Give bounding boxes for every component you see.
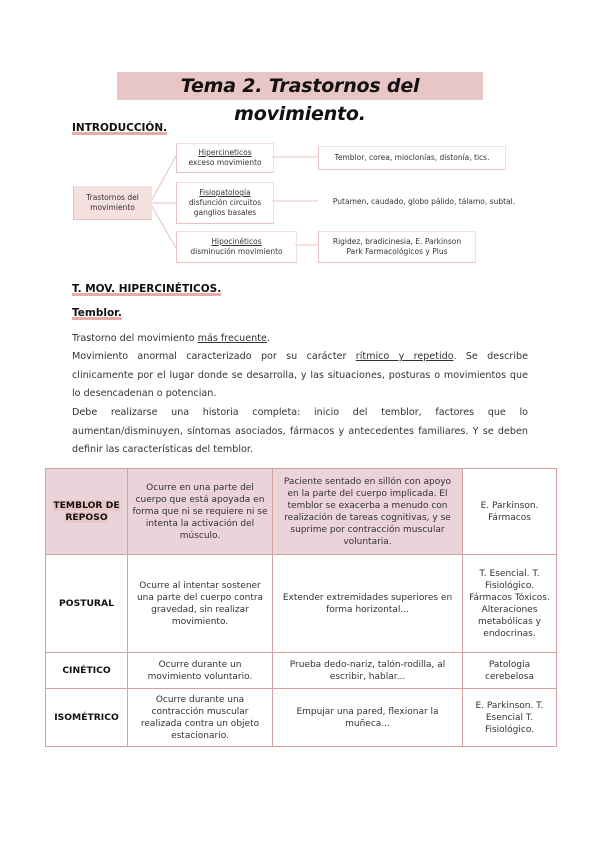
section-subheading: Temblor. [72, 307, 122, 319]
row-type: ISOMÉTRICO [46, 689, 128, 747]
row-type: CINÉTICO [46, 653, 128, 689]
section-heading: T. MOV. HIPERCINÉTICOS. [72, 283, 222, 295]
tremor-table [45, 468, 557, 747]
row-causes: E. Parkinson. Fármacos [463, 469, 557, 555]
diagram-branch-hipercineticos [176, 143, 274, 173]
diagram-detail-2 [318, 192, 530, 212]
row-definition: Ocurre durante un movimiento voluntario. [128, 653, 273, 689]
paragraph-1 [72, 330, 528, 349]
row-type: POSTURAL [46, 555, 128, 653]
detail-text: Putamen, caudado, globo pálido, tálamo, subtal. [332, 197, 516, 206]
row-example: Extender extremidades superiores en forma horizontal... [273, 555, 463, 653]
diagram-detail-1 [318, 146, 506, 170]
row-type [46, 469, 128, 555]
table-row [46, 555, 557, 653]
branch-subtitle: disminución movimiento [190, 247, 283, 256]
diagram-root [73, 186, 152, 220]
branch-subtitle: exceso movimiento [188, 158, 262, 167]
intro-heading: INTRODUCCIÓN. [72, 122, 168, 134]
row-example: Paciente sentado en sillón con apoyo en la parte del cuerpo implicada. El temblor se exacerba a menudo con realización de tareas cognitivas, y se suprime por contracción muscular voluntaria. [273, 469, 463, 555]
table-row [46, 689, 557, 747]
row-causes: Patologia cerebelosa [463, 653, 557, 689]
branch-title: Hipercineticos [198, 148, 252, 157]
p1-end: . [266, 333, 270, 344]
p2-emphasis: rítmico y repetido [355, 351, 454, 362]
p2-end: . Se describe clinicamente por el lugar donde se desarrolla, y las situaciones, posturas o movimientos que lo desencadenan o potencian. [72, 351, 528, 400]
row-definition: Ocurre durante una contracción muscular realizada contra un objeto estacionario. [128, 689, 273, 747]
row-example: Empujar una pared, flexionar la muñeca... [273, 689, 463, 747]
diagram-detail-3 [318, 231, 476, 263]
diagram-branch-fisiopatologia [176, 182, 274, 224]
branch-title: Fisiopatología [199, 188, 251, 197]
branch-subtitle: disfunción circuitos ganglios basales [188, 198, 262, 217]
paragraph-3: Debe realizarse una historia completa: inicio del temblor, factores que lo aumentan/disminuyen, síntomas asociados, fármacos y antecedentes familiares. Y se deben definir las características del temblor. [72, 407, 528, 456]
connector-line [150, 156, 176, 203]
diagram-branch-hipocineticos [176, 231, 297, 263]
table-row [46, 469, 557, 555]
p2-text: Movimiento anormal caracterizado por su carácter [72, 351, 356, 362]
branch-title: Hipocinéticos [211, 237, 262, 246]
paragraph-2 [72, 348, 528, 404]
table-row [46, 653, 557, 689]
diagram-root-label: Trastornos del movimiento [86, 193, 139, 212]
row-definition: Ocurre al intentar sostener una parte del cuerpo contra gravedad, sin realizar movimiento. [128, 555, 273, 653]
detail-text-line2: Park Farmacológicos y Plus [346, 247, 448, 256]
row-example: Prueba dedo-nariz, talón-rodilla, al escribir, hablar... [273, 653, 463, 689]
row-causes: T. Esencial. T. Fisiológico. Fármacos Tóxicos. Alteraciones metabólicas y endocrinas. [463, 555, 557, 653]
connector-line [150, 203, 176, 248]
type-label: TEMBLOR DE REPOSO [53, 499, 120, 523]
page-title: Tema 2. Trastornos del movimiento. [117, 72, 483, 100]
p1-emphasis: más frecuente [197, 333, 267, 344]
detail-text-line1: Rigidez, bradicinesia, E. Parkinson [332, 237, 462, 246]
row-causes: E. Parkinson. T. Esencial T. Fisiológico. [463, 689, 557, 747]
p1-text: Trastorno del movimiento [72, 333, 198, 344]
detail-text: Temblor, corea, mioclonías, distonía, tics. [334, 153, 490, 162]
row-definition: Ocurre en una parte del cuerpo que está apoyada en forma que ni se requiere ni se intenta la activación del músculo. [128, 469, 273, 555]
